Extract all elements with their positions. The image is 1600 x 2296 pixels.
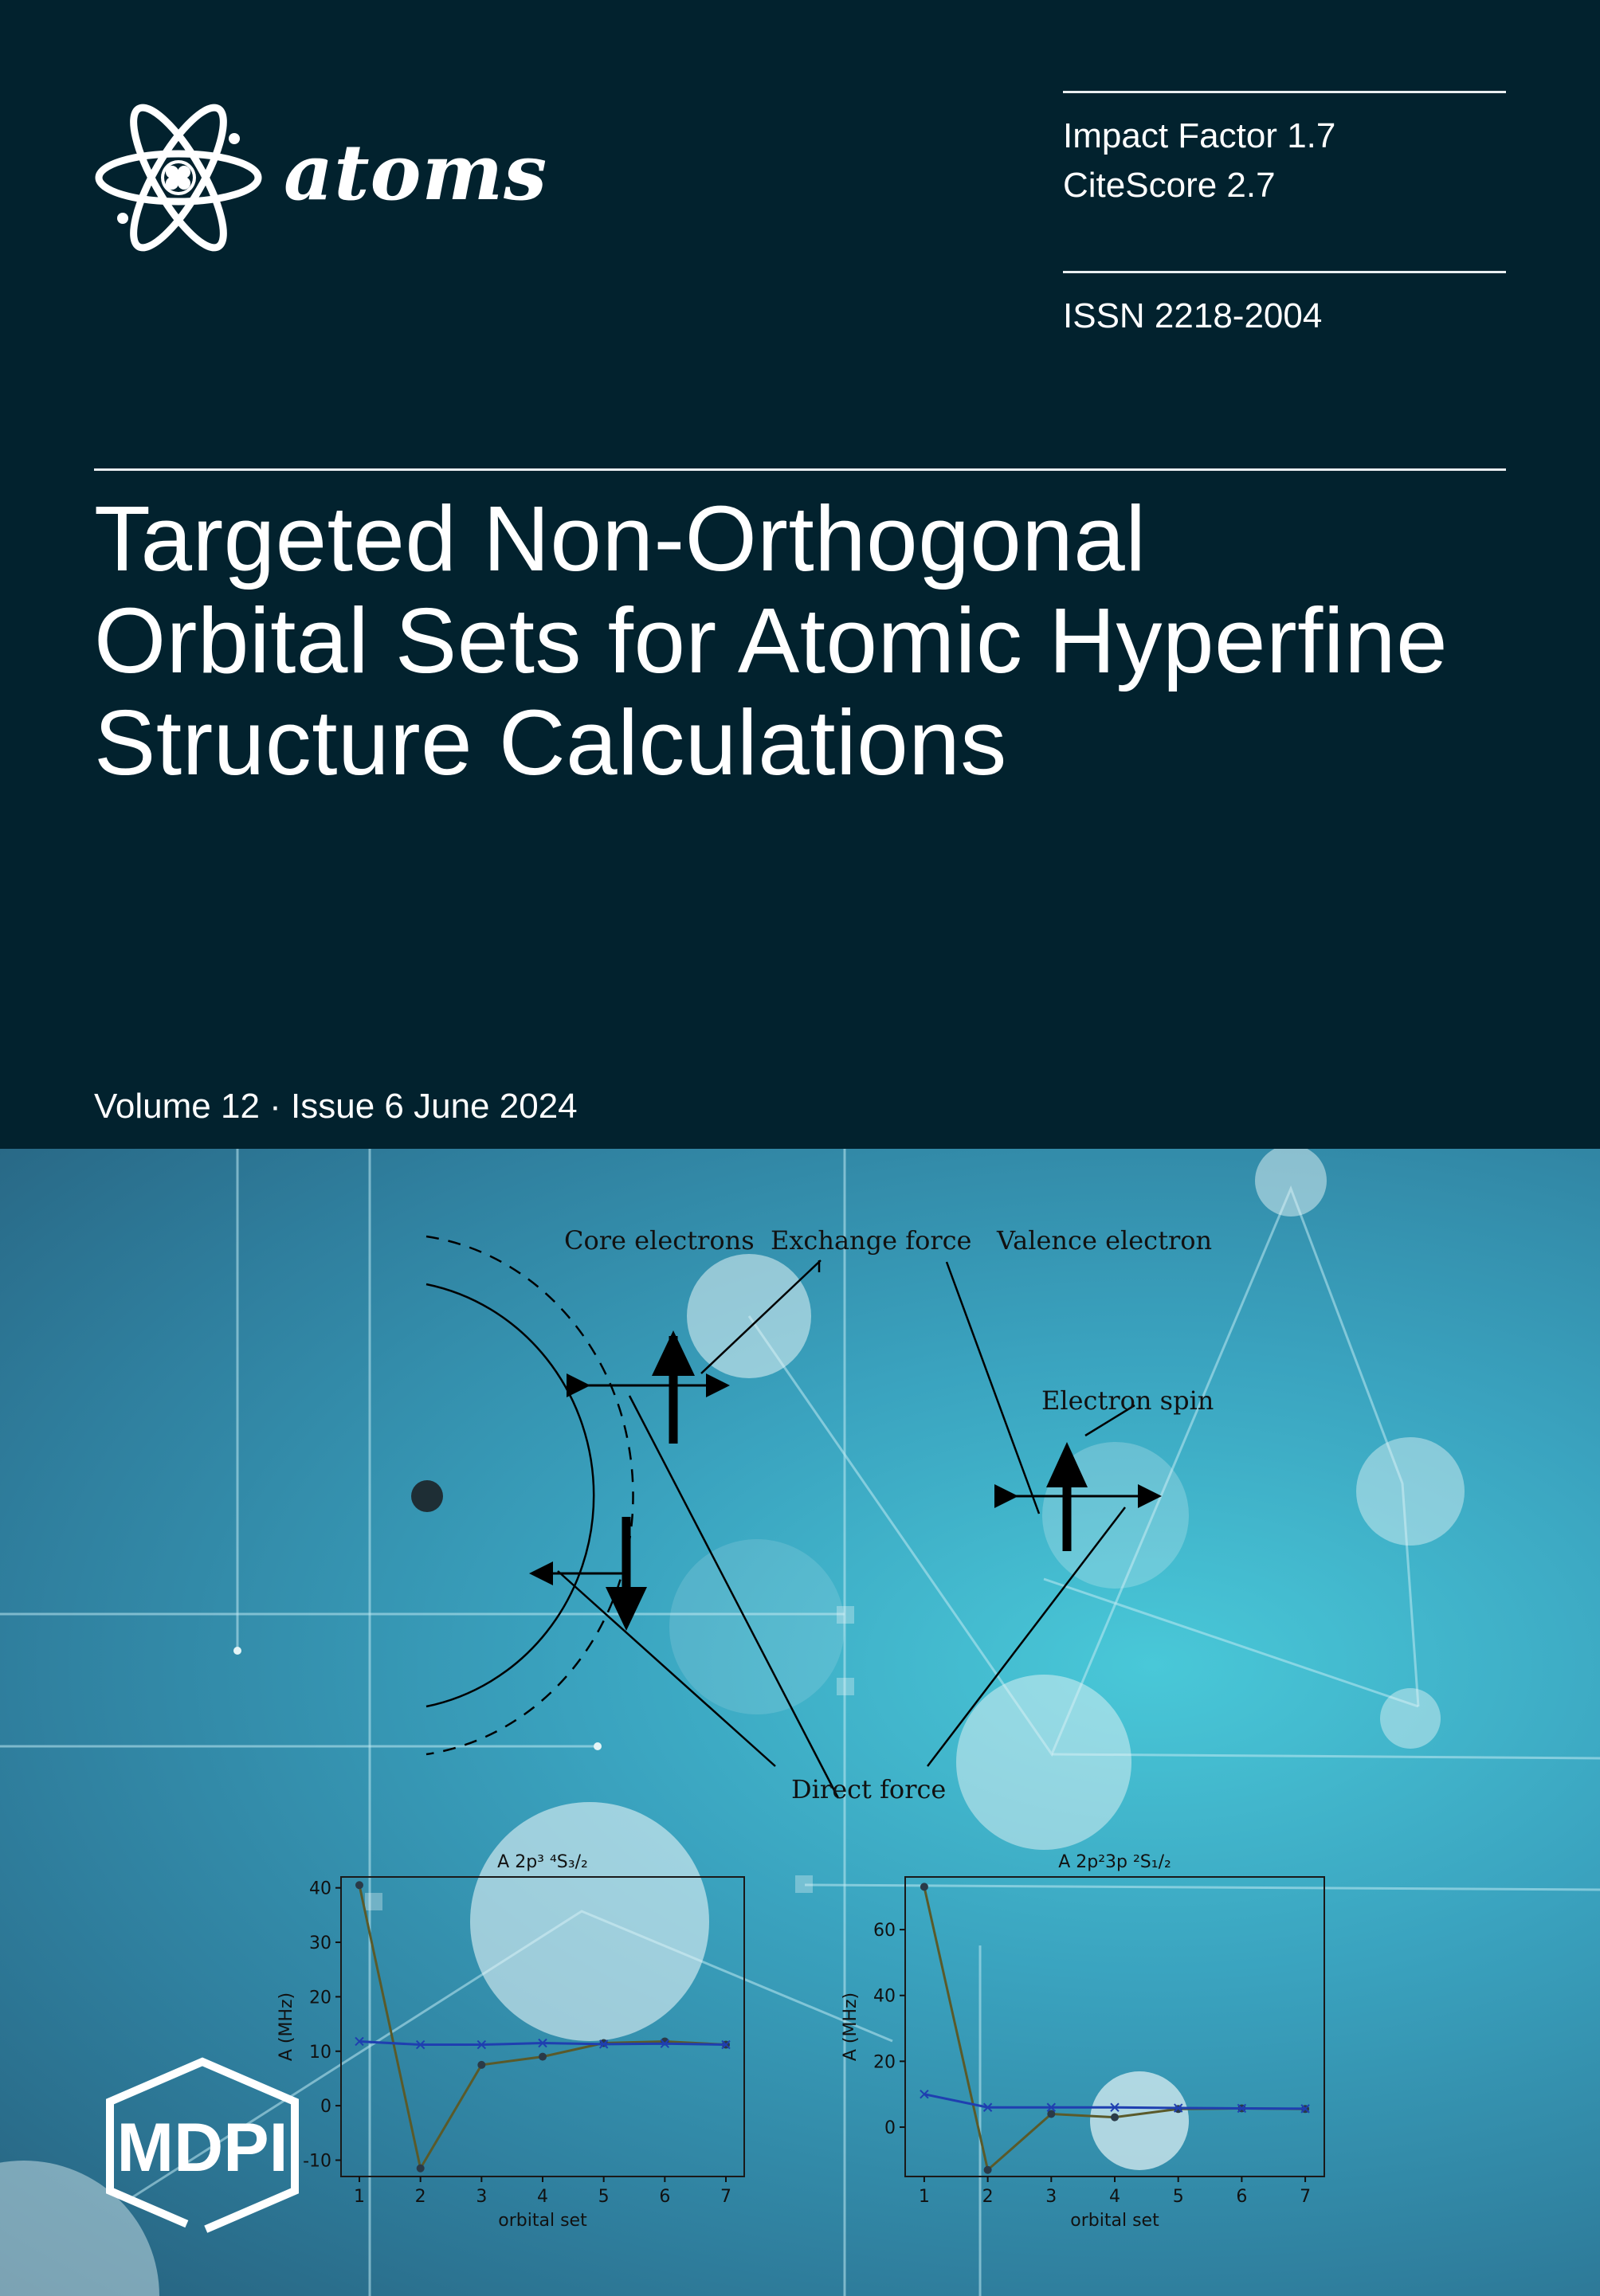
chart-title: A 2p³ ⁴S₃/₂: [497, 1852, 588, 1872]
y-tick-label: 40: [873, 1986, 896, 2007]
inner-shell-arc: [426, 1284, 594, 1706]
label-valence-electron: Valence electron: [997, 1225, 1213, 1256]
x-tick-label: 7: [1300, 2187, 1312, 2207]
mdpi-hexagon-icon: [110, 2062, 295, 2231]
y-tick-label: 40: [309, 1879, 331, 1899]
x-tick-label: 1: [918, 2187, 930, 2207]
metrics-middle-rule: [1063, 271, 1506, 273]
y-axis-label: A (MHz): [841, 1992, 861, 2062]
data-point: [417, 2165, 425, 2173]
x-tick-label: 3: [1045, 2187, 1057, 2207]
x-tick-label: 3: [476, 2187, 488, 2207]
y-tick-label: 30: [309, 1934, 331, 1954]
label-exchange-force: Exchange force: [771, 1225, 972, 1256]
y-tick-label: 0: [320, 2097, 331, 2118]
label-direct-force: Direct force: [791, 1774, 947, 1804]
y-tick-label: -10: [303, 2151, 331, 2172]
x-tick-label: 5: [598, 2187, 610, 2207]
x-tick-label: 4: [1109, 2187, 1120, 2207]
label-core-electrons: Core electrons: [564, 1225, 755, 1256]
x-tick-label: 2: [414, 2187, 426, 2207]
x-tick-label: 6: [1236, 2187, 1248, 2207]
x-tick-label: 5: [1172, 2187, 1184, 2207]
chart-title: A 2p²3p ²S₁/₂: [1058, 1852, 1171, 1872]
cover-illustration: [0, 1149, 1600, 2296]
title-line-3: Structure Calculations: [94, 691, 1007, 794]
outer-shell-arc: [426, 1236, 633, 1754]
title-line-1: Targeted Non-Orthogonal: [94, 487, 1147, 590]
x-tick-label: 2: [982, 2187, 994, 2207]
data-point: [920, 1883, 928, 1890]
x-axis-label: orbital set: [498, 2211, 587, 2231]
x-tick-label: 1: [354, 2187, 365, 2207]
nucleus: [411, 1480, 443, 1512]
data-point: [984, 2166, 992, 2174]
atom-icon: [94, 102, 263, 253]
data-point: [539, 2053, 547, 2061]
x-axis-label: orbital set: [1070, 2211, 1159, 2231]
publisher-name: MDPI: [116, 2110, 288, 2186]
citescore: CiteScore 2.7: [1063, 166, 1276, 205]
label-electron-spin: Electron spin: [1041, 1385, 1214, 1416]
data-point: [355, 1881, 363, 1889]
metrics-top-rule: [1063, 91, 1506, 93]
data-point: [1111, 2114, 1119, 2122]
journal-name: atoms: [284, 127, 548, 217]
title-rule: [94, 468, 1506, 471]
title-line-2: Orbital Sets for Atomic Hyperfine: [94, 589, 1449, 692]
y-tick-label: 20: [309, 1988, 331, 2008]
x-tick-label: 7: [720, 2187, 731, 2207]
y-tick-label: 60: [873, 1921, 896, 1941]
chart-hyperfine-2s: [841, 1852, 1324, 2231]
y-axis-label: A (MHz): [276, 1992, 296, 2062]
issn: ISSN 2218-2004: [1063, 296, 1323, 335]
impact-factor: Impact Factor 1.7: [1063, 116, 1336, 155]
y-tick-label: 20: [873, 2052, 896, 2073]
issue-info: Volume 12 · Issue 6 June 2024: [94, 1087, 578, 1126]
article-title: [94, 488, 1528, 793]
x-tick-label: 4: [537, 2187, 548, 2207]
x-tick-label: 6: [659, 2187, 671, 2207]
y-tick-label: 0: [884, 2118, 896, 2139]
data-point: [477, 2061, 485, 2069]
y-tick-label: 10: [309, 2042, 331, 2063]
